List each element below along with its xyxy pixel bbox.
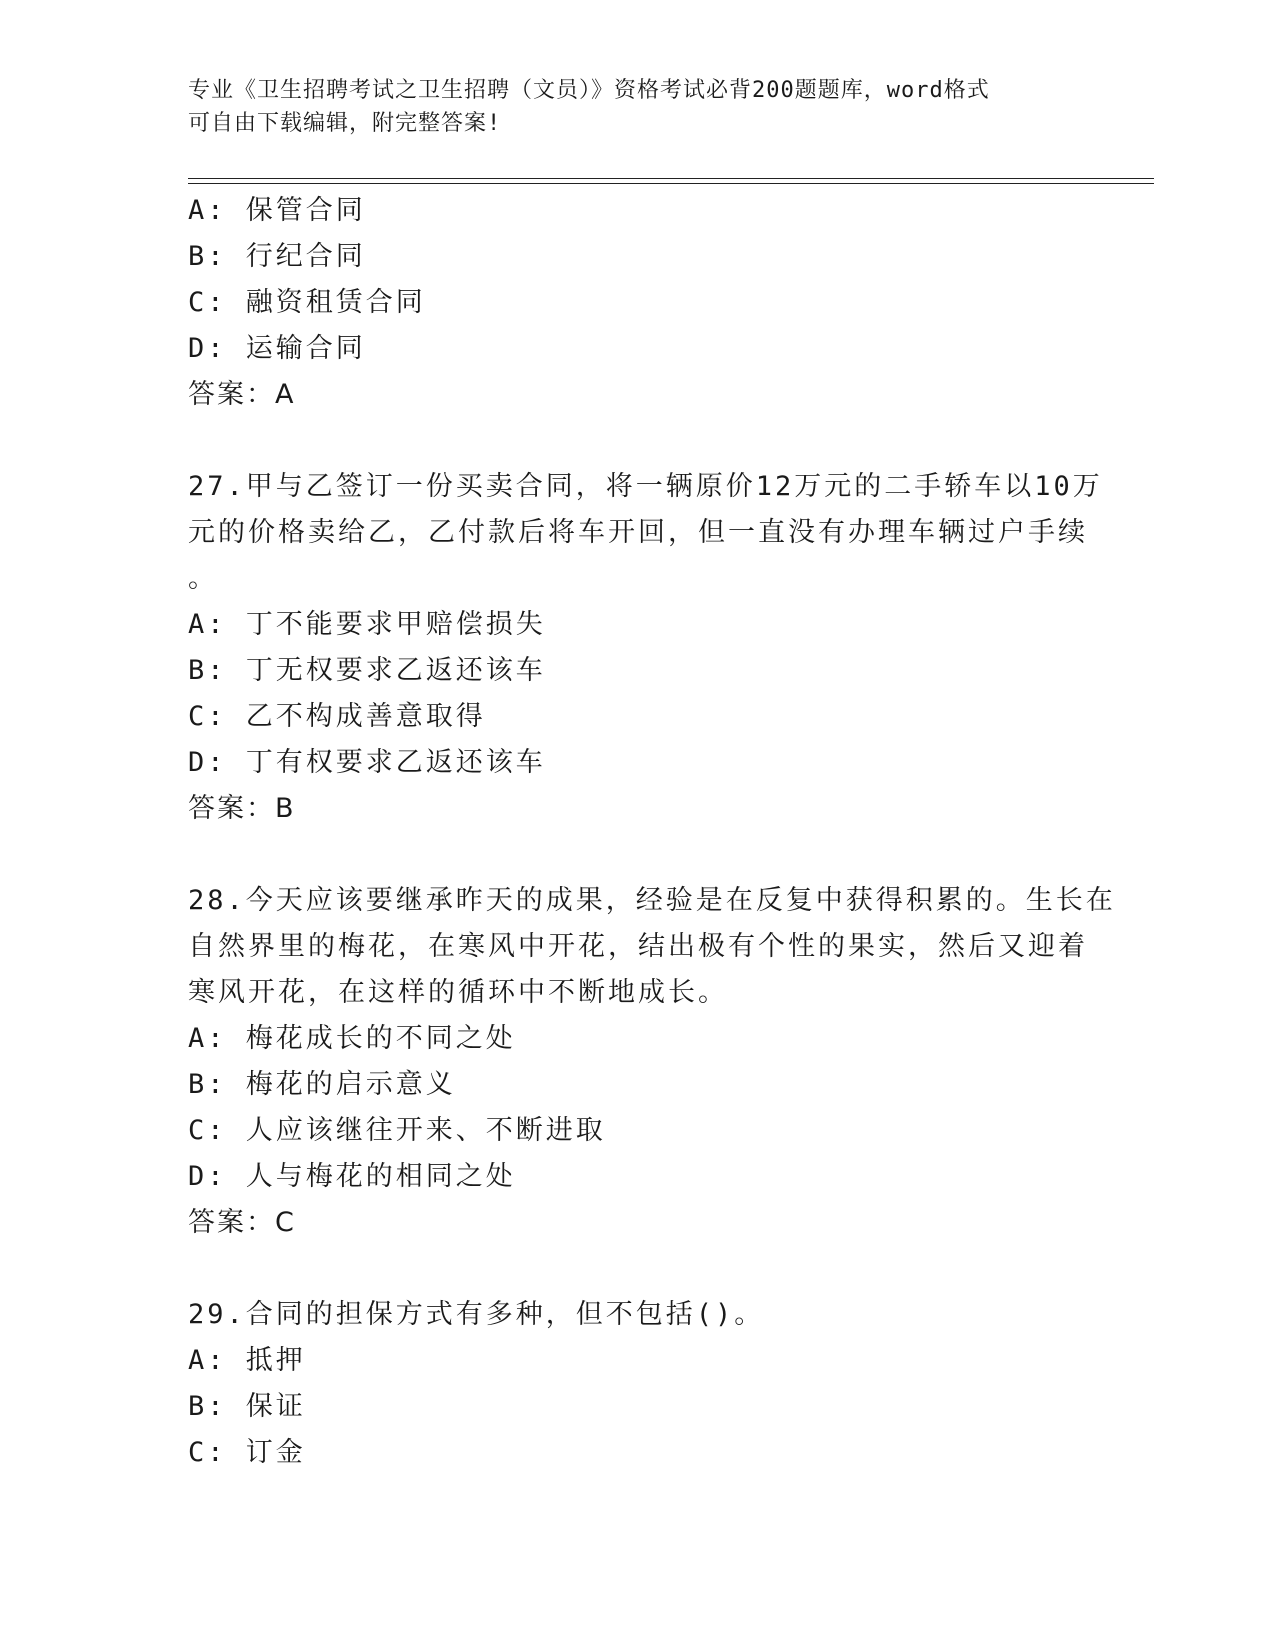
option-b: B: 丁无权要求乙返还该车 bbox=[188, 655, 546, 686]
question-27 bbox=[188, 464, 1103, 832]
option-c: C: 融资租赁合同 bbox=[188, 287, 426, 318]
question-26 bbox=[188, 188, 1088, 418]
option-c: C: 乙不构成善意取得 bbox=[188, 701, 486, 732]
question-28 bbox=[188, 878, 1116, 1246]
spacer bbox=[188, 418, 1088, 464]
question-text-line: 寒风开花，在这样的循环中不断地成长。 bbox=[188, 977, 728, 1008]
option-c: C: 人应该继往开来、不断进取 bbox=[188, 1115, 606, 1146]
option-a: A: 梅花成长的不同之处 bbox=[188, 1023, 516, 1054]
question-text-line: 。 bbox=[188, 563, 218, 594]
question-29 bbox=[188, 1292, 1088, 1476]
option-c: C: 订金 bbox=[188, 1437, 306, 1468]
question-list bbox=[188, 188, 1116, 1476]
answer-line: 答案：B bbox=[188, 793, 296, 824]
answer-line: 答案：C bbox=[188, 1207, 296, 1238]
document-header bbox=[188, 74, 1068, 140]
option-a: A: 丁不能要求甲赔偿损失 bbox=[188, 609, 546, 640]
question-text-line: 29.合同的担保方式有多种，但不包括()。 bbox=[188, 1299, 765, 1330]
option-a: A: 抵押 bbox=[188, 1345, 306, 1376]
option-b: B: 梅花的启示意义 bbox=[188, 1069, 456, 1100]
question-text-line: 元的价格卖给乙，乙付款后将车开回，但一直没有办理车辆过户手续 bbox=[188, 517, 1088, 548]
header-line-1: 专业《卫生招聘考试之卫生招聘（文员）》资格考试必背200题题库，word格式 bbox=[188, 78, 990, 103]
option-d: D: 人与梅花的相同之处 bbox=[188, 1161, 516, 1192]
option-d: D: 丁有权要求乙返还该车 bbox=[188, 747, 546, 778]
answer-line: 答案：A bbox=[188, 379, 296, 410]
option-a: A: 保管合同 bbox=[188, 195, 366, 226]
header-divider-top bbox=[188, 178, 1154, 179]
option-d: D: 运输合同 bbox=[188, 333, 366, 364]
header-divider-bottom bbox=[188, 183, 1154, 184]
spacer bbox=[188, 832, 1088, 878]
question-text-line: 28.今天应该要继承昨天的成果，经验是在反复中获得积累的。生长在 bbox=[188, 885, 1116, 916]
header-line-2: 可自由下载编辑，附完整答案! bbox=[188, 111, 502, 136]
option-b: B: 行纪合同 bbox=[188, 241, 366, 272]
spacer bbox=[188, 1246, 1088, 1292]
question-text-line: 27.甲与乙签订一份买卖合同，将一辆原价12万元的二手轿车以10万 bbox=[188, 471, 1103, 502]
question-text-line: 自然界里的梅花，在寒风中开花，结出极有个性的果实，然后又迎着 bbox=[188, 931, 1088, 962]
option-b: B: 保证 bbox=[188, 1391, 306, 1422]
